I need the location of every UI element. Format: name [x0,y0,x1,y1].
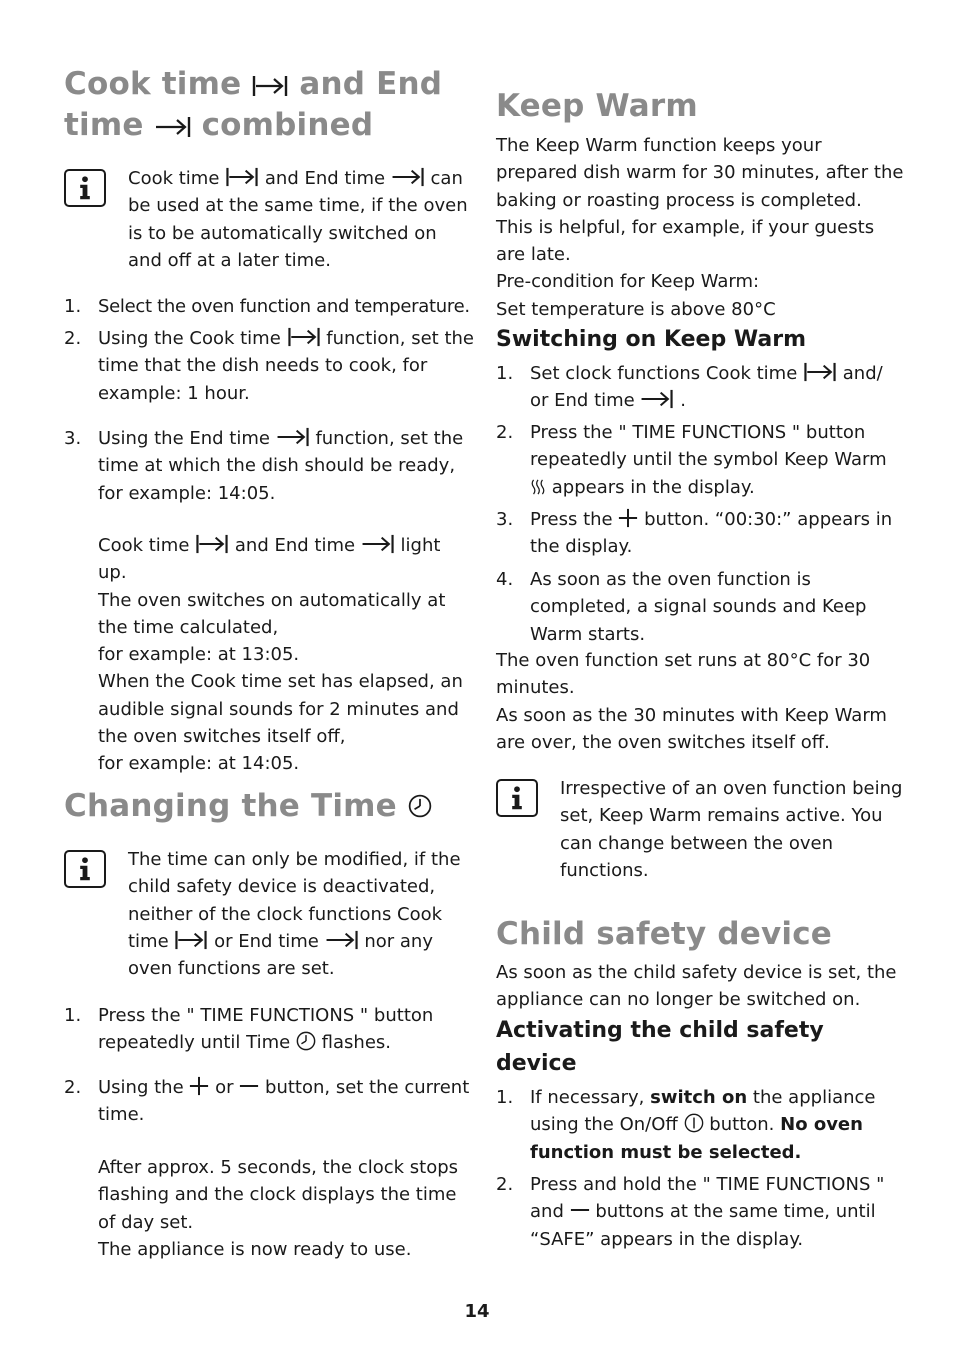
info-note-text: Cook time and End time can be used at the same time, if the oven is to be automatically switched on and off at a later time. [128,168,468,271]
info-icon [64,850,106,888]
minus-icon [570,1200,590,1220]
end-time-icon [640,389,674,409]
title-text: and End [299,66,443,102]
info-note [496,775,906,884]
list-item: 3. Using the End time function, set the time at which the dish should be ready, for example: 14:05. [64,428,464,504]
info-note [64,165,474,274]
plus-icon [189,1076,209,1096]
info-note [64,846,474,982]
list-item: 1. If necessary, switch on the appliance using the On/Off button. No oven function must be selected. [496,1087,876,1163]
cook-time-icon [287,327,321,347]
keep-warm-title: Keep Warm [496,88,698,124]
list-item: 2. Using the Cook time function, set the time that the dish needs to cook, for example: 1 hour. [64,328,474,404]
cook-time-icon [225,167,259,187]
changing-time-after: After approx. 5 seconds, the clock stops flashing and the clock displays the time of day set. The appliance is now ready to use. [98,1157,459,1260]
plus-icon [618,508,638,528]
title-text: time [64,107,144,143]
cook-end-combined-title [64,64,484,146]
keep-warm-intro: The Keep Warm function keeps your prepared dish warm for 30 minutes, after the baking or roasting process is completed. This is helpful, for example, if your guests are late. Pre-condition for Keep Warm: Set temperature is above 80°C [496,135,904,320]
cook-end-steps [64,293,474,320]
changing-time-title: Changing the Time [64,786,484,827]
keep-warm-outro: The oven function set runs at 80°C for 30 minutes. As soon as the 30 minutes with Keep Warm are over, the oven switches itself off. [496,650,887,753]
list-item: 1. Set clock functions Cook time and/ or End time . [496,363,883,412]
end-time-icon [361,534,395,554]
list-item: 2. Using the or button, set the current time. [64,1077,470,1126]
clock-icon [296,1031,316,1051]
title-text: Cook time [64,66,242,102]
keep-warm-icon [530,478,546,496]
info-icon [496,779,538,817]
list-item: 1. Press the " TIME FUNCTIONS " button repeatedly until Time flashes. [64,1005,434,1054]
title-text: combined [201,107,374,143]
list-item: 4. As soon as the oven function is completed, a signal sounds and Keep Warm starts. [496,569,867,645]
end-time-icon [155,115,191,139]
page-number: 14 [464,1301,490,1322]
end-time-icon [391,167,425,187]
cook-time-icon [174,930,208,950]
info-icon [64,169,106,207]
cook-time-icon [803,362,837,382]
child-safety-title: Child safety device [496,916,833,952]
child-safety-subheading: Activating the child safety device [496,1018,824,1076]
list-item: 1. Select the oven function and temperature. [64,296,470,317]
list-item: 2. Press and hold the " TIME FUNCTIONS " and buttons at the same time, until “SAFE” appears in the display. [496,1174,885,1250]
info-note-text: The time can only be modified, if the child safety device is deactivated, neither of the clock functions Cook time or End time nor any oven functions are set. [128,849,461,980]
list-item: 2. Press the " TIME FUNCTIONS " button repeatedly until the symbol Keep Warm appears in the display. [496,422,887,498]
keep-warm-subheading: Switching on Keep Warm [496,327,806,352]
clock-icon [408,794,432,818]
power-icon [684,1113,704,1133]
child-safety-intro: As soon as the child safety device is set, the appliance can no longer be switched on. [496,962,897,1011]
cook-time-icon [252,74,288,98]
list-item: 3. Press the button. “00:30:” appears in the display. [496,509,893,558]
info-note-text: Irrespective of an oven function being set, Keep Warm remains active. You can change between the oven functions. [560,778,903,881]
end-time-icon [276,427,310,447]
minus-icon [239,1076,259,1096]
end-time-icon [325,930,359,950]
cook-end-result: Cook time and End time light up. The oven switches on automatically at the time calculated, for example: at 13:05. When the Cook time set has elapsed, an audible signal sounds for 2 minutes and the oven switches itself off, for example: at 14:05. [98,535,463,775]
cook-time-icon [195,534,229,554]
